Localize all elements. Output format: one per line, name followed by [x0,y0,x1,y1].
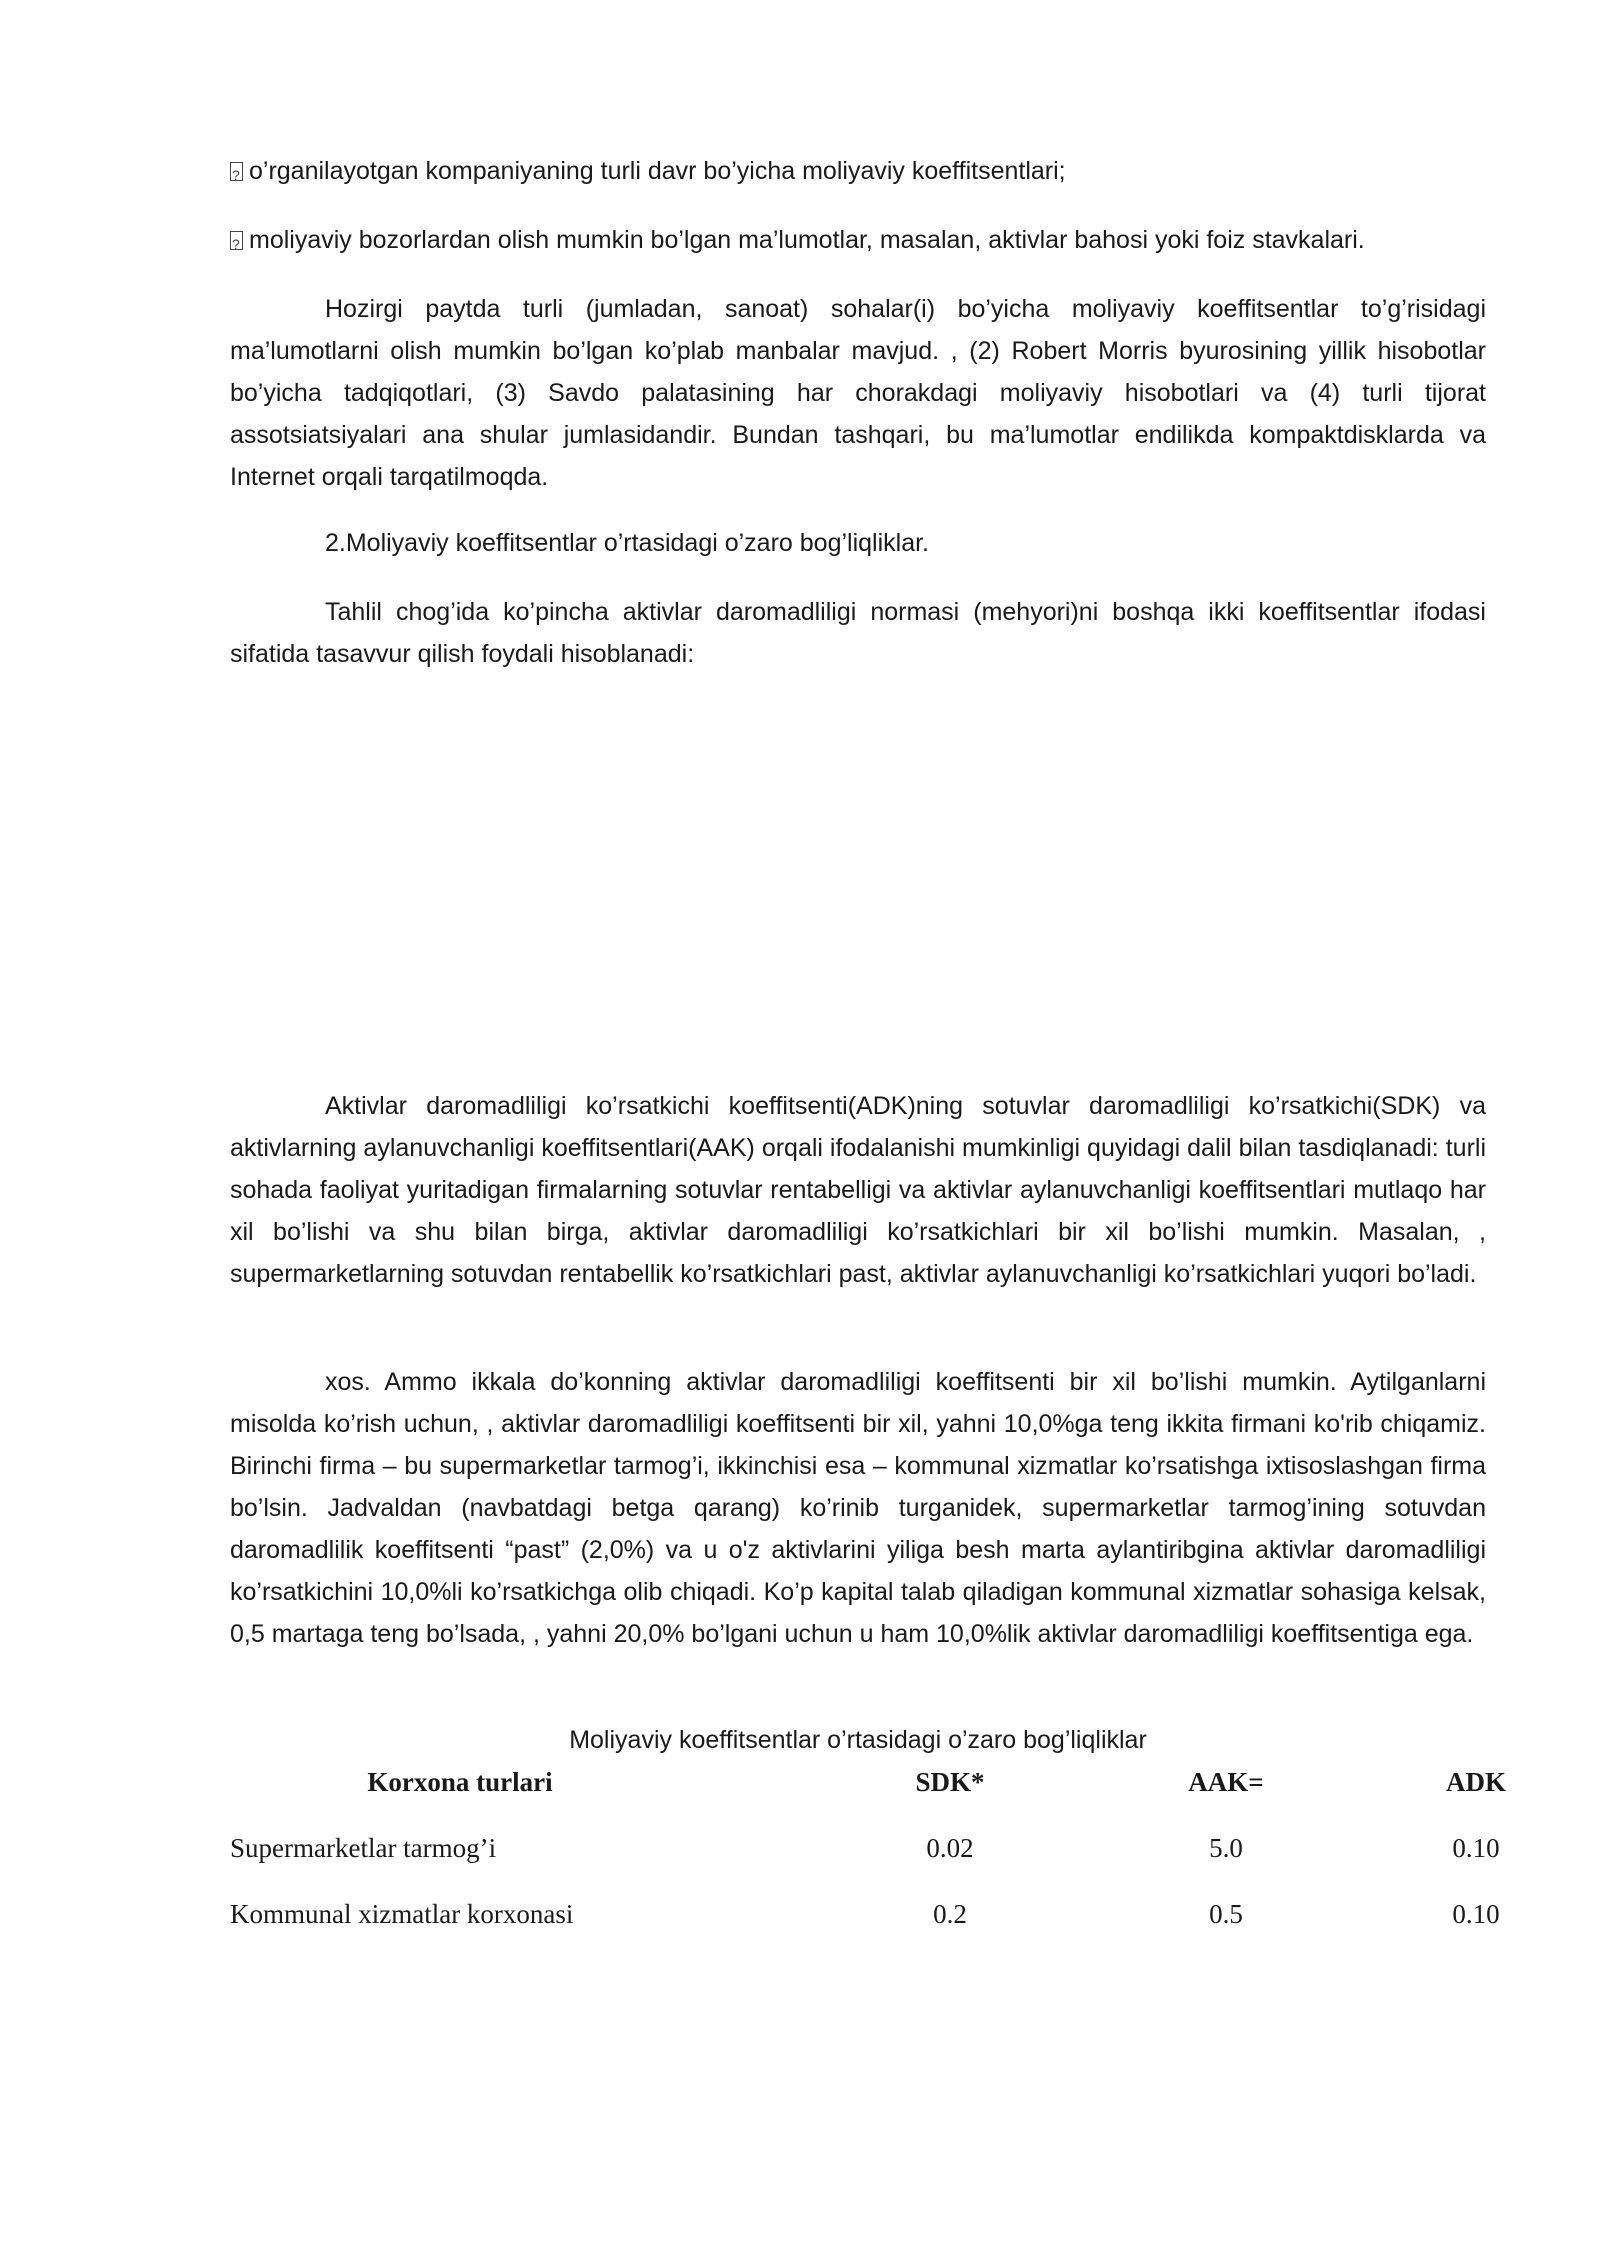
table-row [230,1894,1500,1934]
paragraph: Aktivlar daromadliligi ko’rsatkichi koeffitsenti(ADK)ning sotuvlar daromadliligi ko’rsatkichi(SDK) va aktivlarning aylanuvchanligi koeffitsentlari(AAK) orqali ifodalanishi mumkinligi quyidagi dalil bilan tasdiqlanadi: turli sohada faoliyat yuritadigan firmalarning sotuvlar rentabelligi va aktivlar aylanuvchanligi koeffitsentlari mutlaqo har xil bo’lishi va shu bilan birga, aktivlar daromadliligi ko’rsatkichlari bir xil bo’lishi mumkin. Masalan, , supermarketlarning sotuvdan rentabellik ko’rsatkichlari past, aktivlar aylanuvchanligi ko’rsatkichlari yuqori bo’ladi. [230,1092,1486,1288]
table-row [230,1828,1500,1868]
table-header-cell: AAK= [1188,1767,1264,1797]
missing-glyph-icon [230,162,243,181]
table-cell: 0.02 [926,1833,974,1863]
table-cell: Kommunal xizmatlar korxonasi [230,1899,574,1929]
table-header-row [230,1762,1506,1802]
missing-glyph-icon [230,231,243,250]
table-cell: 0.10 [1452,1833,1500,1863]
bullet-item [230,150,1486,192]
paragraph: Tahlil chog’ida ko’pincha aktivlar daromadliligi normasi (mehyori)ni boshqa ikki koeffitsentlar ifodasi sifatida tasavvur qilish foydali hisoblanadi: [230,598,1486,668]
table-header-cell: ADK [1446,1767,1506,1797]
table-header-cell: SDK* [915,1767,985,1797]
table-caption: Moliyaviy koeffitsentlar o’rtasidagi o’zaro bog’liqliklar [569,1726,1147,1754]
paragraph: xos. Ammo ikkala do’konning aktivlar daromadliligi koeffitsenti bir xil bo’lishi mumkin. Aytilganlarni misolda ko’rish uchun, , aktivlar daromadliligi koeffitsenti bir xil, yahni 10,0%ga teng ikkita firmani ko'rib chiqamiz. Birinchi firma – bu supermarketlar tarmog’i, ikkinchisi esa – kommunal xizmatlar ko’rsatishga ixtisoslashgan firma bo’lsin. Jadvaldan (navbatdagi betga qarang) ko’rinib turganidek, supermarketlar tarmog’ining sotuvdan daromadlilik koeffitsenti “past” (2,0%) va u o'z aktivlarini yiliga besh marta aylantiribgina aktivlar daromadliligi ko’rsatkichini 10,0%li ko’rsatkichga olib chiqadi. Ko’p kapital talab qiladigan kommunal xizmatlar sohasiga kelsak, 0,5 martaga teng bo’lsada, , yahni 20,0% bo’lgani uchun u ham 10,0%lik aktivlar daromadliligi koeffitsentiga ega. [230,1368,1486,1648]
bullet-item [230,219,1486,261]
table-cell: 0.5 [1209,1899,1243,1929]
table-cell: 0.2 [933,1899,967,1929]
bullet-text: o’rganilayotgan kompaniyaning turli davr bo’yicha moliyaviy koeffitsentlari; [249,157,1066,185]
table-cell: 5.0 [1209,1833,1243,1863]
table-cell: Supermarketlar tarmog’i [230,1833,497,1863]
table-header-cell: Korxona turlari [367,1767,553,1797]
bullet-text: moliyaviy bozorlardan olish mumkin bo’lgan ma’lumotlar, masalan, aktivlar bahosi yoki foiz stavkalari. [249,226,1365,254]
section-heading: 2.Moliyaviy koeffitsentlar o’rtasidagi o’zaro bog’liqliklar. [325,529,929,557]
paragraph: Hozirgi paytda turli (jumladan, sanoat) sohalar(i) bo’yicha moliyaviy koeffitsentlar to’g’risidagi ma’lumotlarni olish mumkin bo’lgan ko’plab manbalar mavjud. , (2) Robert Morris byurosining yillik hisobotlar bo’yicha tadqiqotlari, (3) Savdo palatasining har chorakdagi moliyaviy hisobotlari va (4) turli tijorat assotsiatsiyalari ana shular jumlasidandir. Bundan tashqari, bu ma’lumotlar endilikda kompaktdisklarda va Internet orqali tarqatilmoqda. [230,295,1486,491]
table-cell: 0.10 [1452,1899,1500,1929]
